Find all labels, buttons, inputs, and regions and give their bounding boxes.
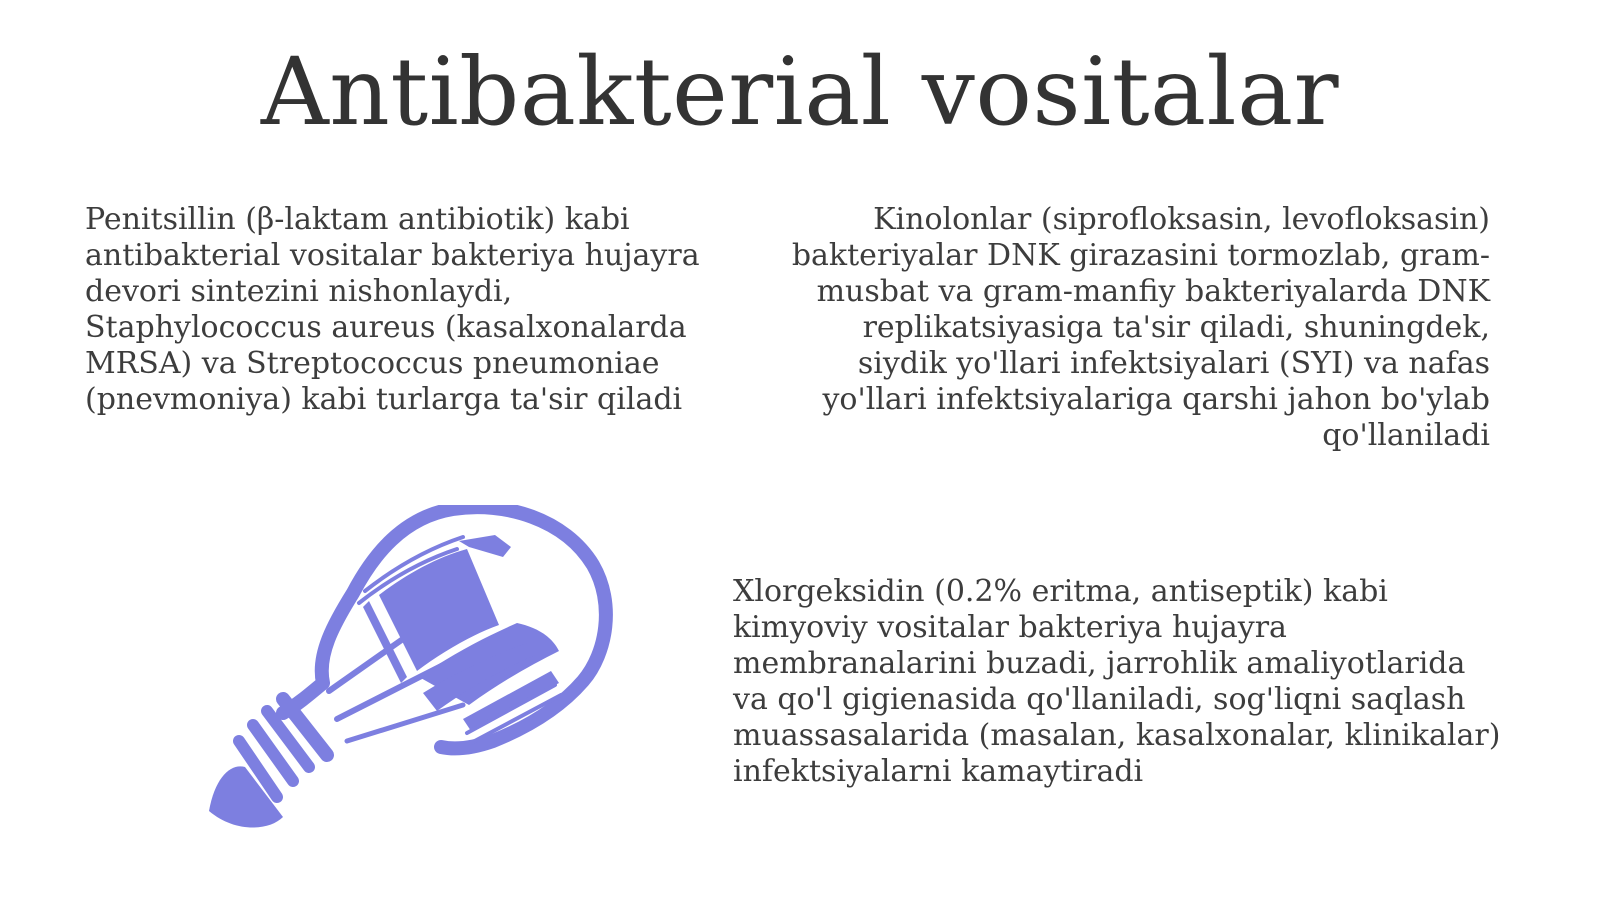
left-text-block: Penitsillin (β-laktam antibiotik) kabi antibakterial vositalar bakteriya hujayra devori sintezini nishonlaydi, Staphylococcus aureus (kasalxonalarda MRSA) va Streptococcus pneumoniae (pnevmoniya) kabi turlarga ta'sir qiladi [85, 202, 700, 417]
lightbulb-book-icon [205, 505, 620, 850]
slide-title: Antibakterial vositalar [260, 38, 1340, 147]
right-text-block: Kinolonlar (siprofloksasin, levofloksasin) bakteriyalar DNK girazasini tormozlab, gram-musbat va gram-manfiy bakteriyalarda DNK replikatsiyasiga ta'sir qiladi, shuningdek, siydik yo'llari infektsiyalari (SYI) va nafas yo'llari infektsiyalariga qarshi jahon bo'ylab qo'llaniladi [791, 202, 1490, 453]
bottom-text-block: Xlorgeksidin (0.2% eritma, antiseptik) kabi kimyoviy vositalar bakteriya hujayra membranalarini buzadi, jarrohlik amaliyotlarida va qo'l gigienasida qo'llaniladi, sog'liqni saqlash muassasalarida (masalan, kasalxonalar, klinikalar) infektsiyalarni kamaytiradi [733, 574, 1501, 789]
